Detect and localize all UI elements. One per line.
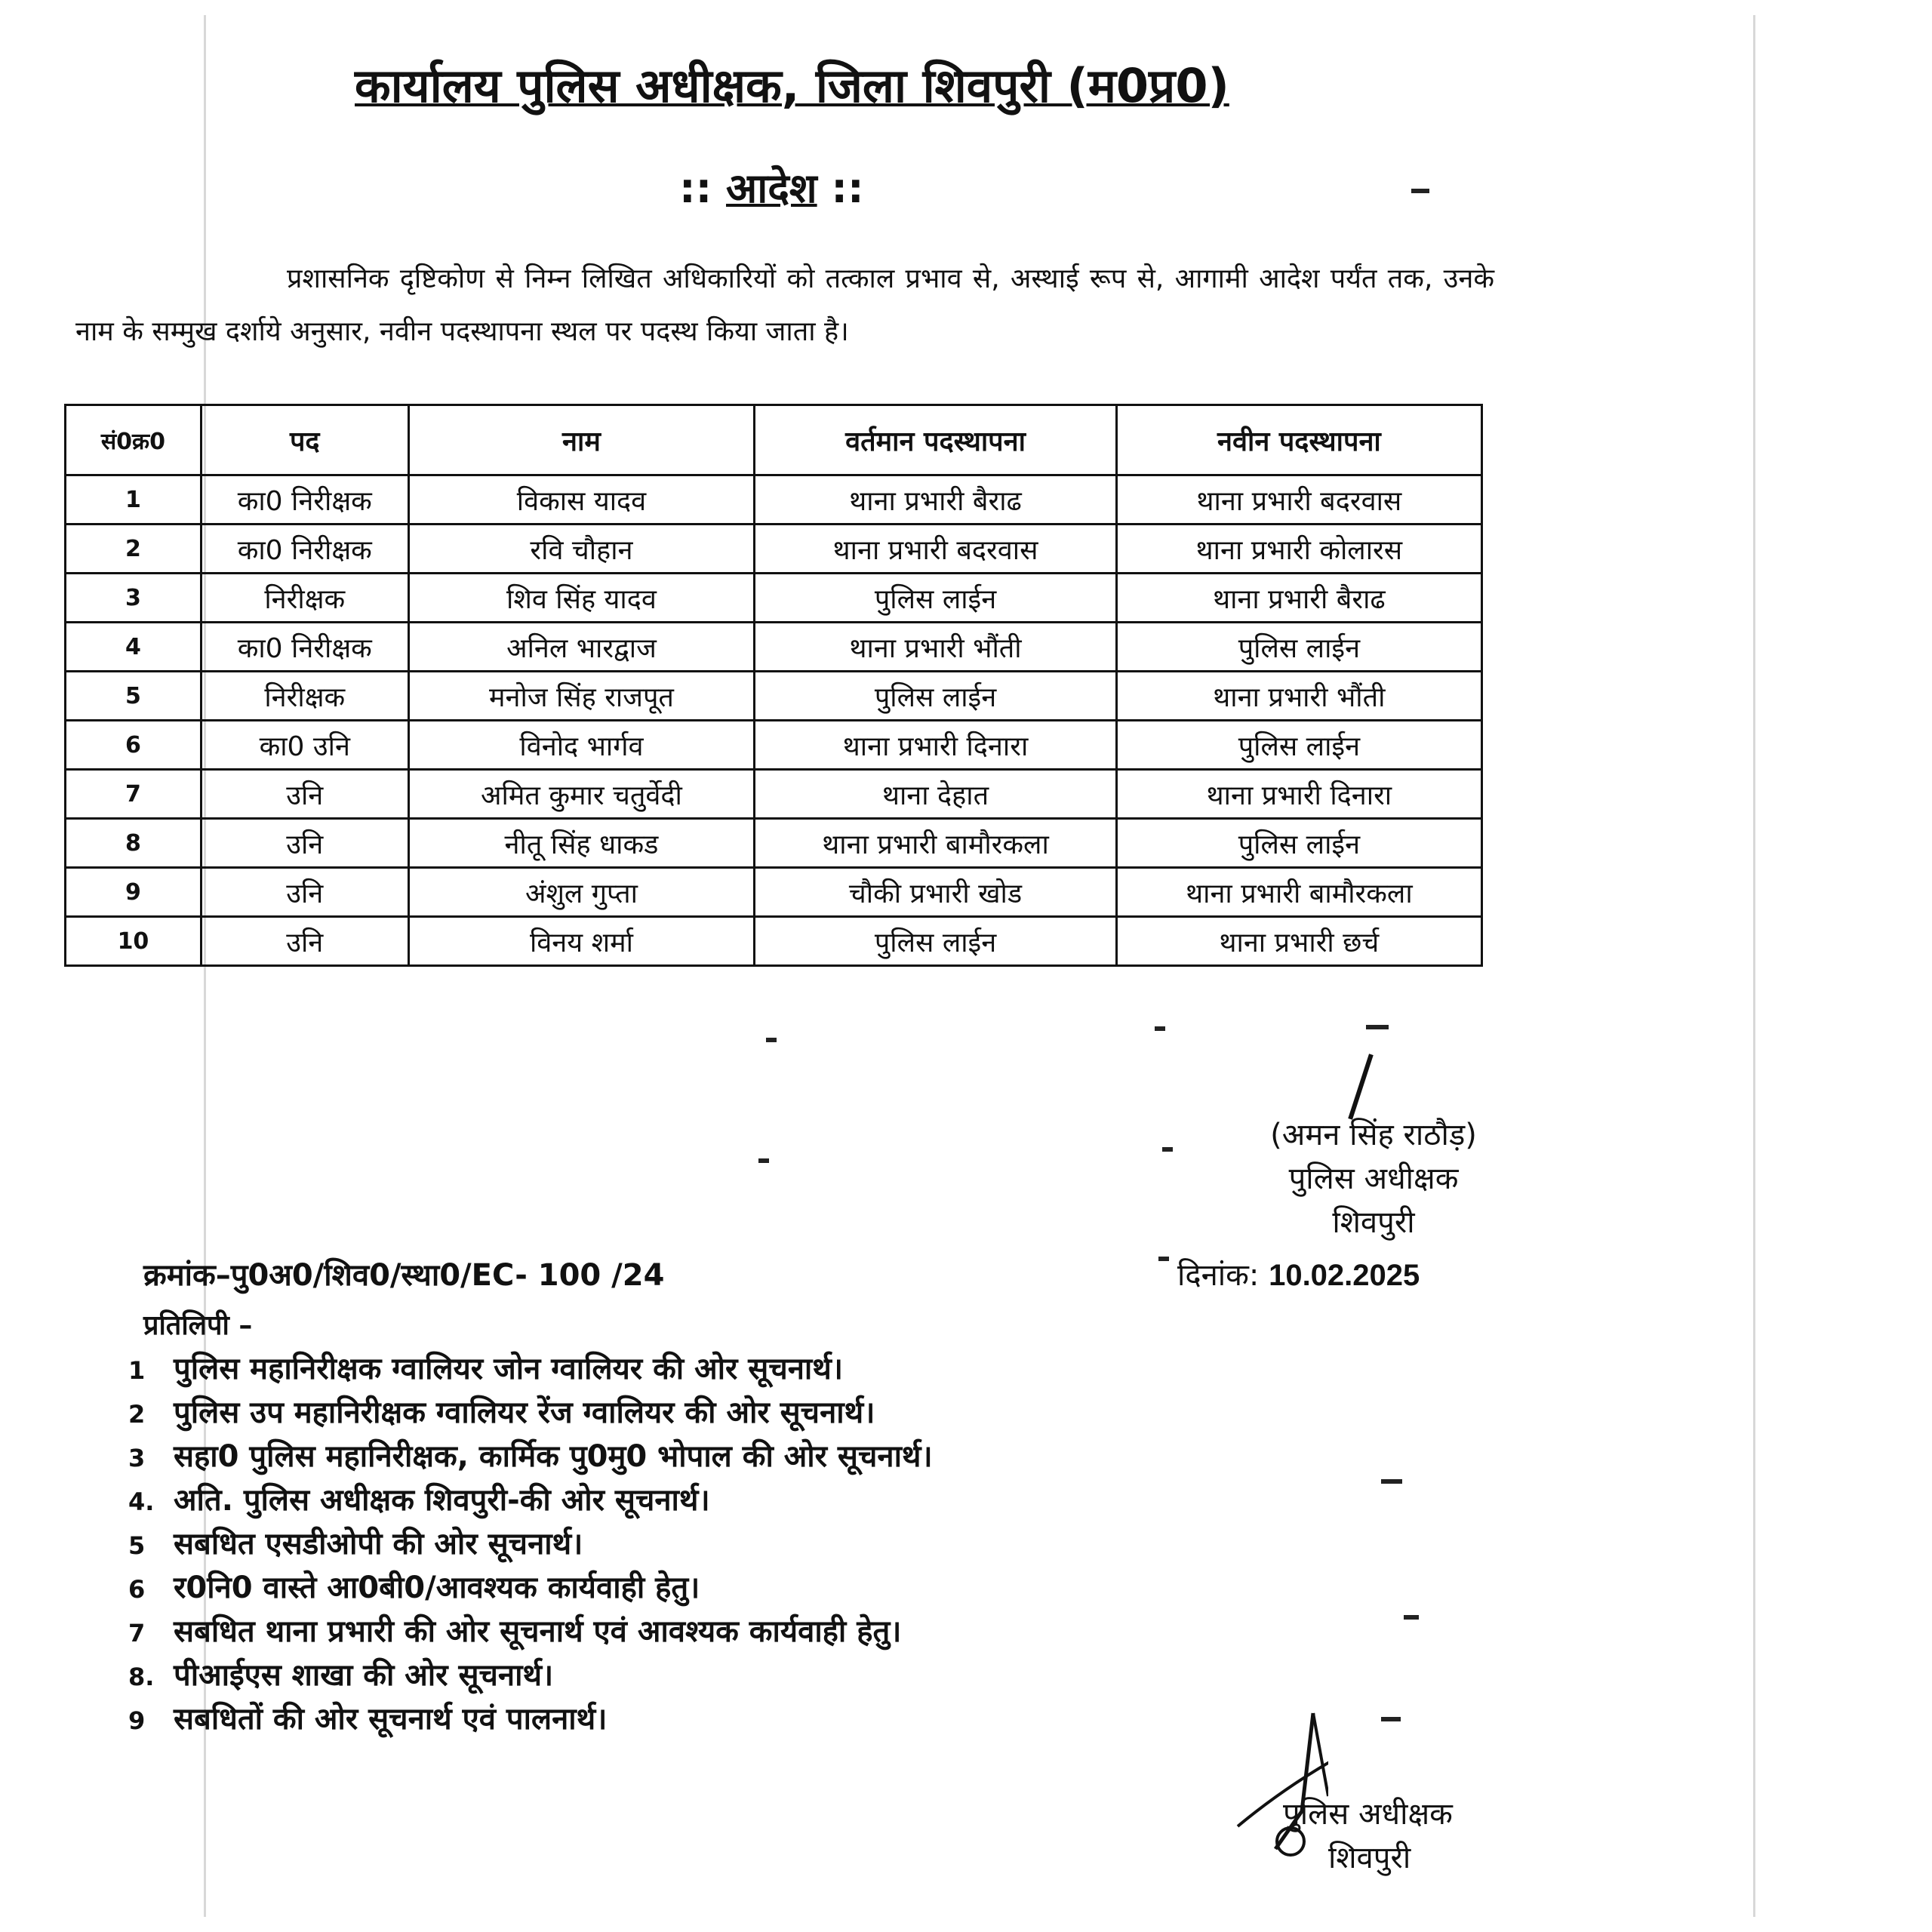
table-row (66, 868, 1482, 917)
cell-new-posting: पुलिस लाईन (1116, 623, 1481, 672)
reference-number: क्रमांक–पु0अ0/शिव0/स्था0/EC- 100 /24 (143, 1258, 665, 1293)
order-heading-decor-right: :: (831, 165, 864, 212)
cell-new-posting: थाना प्रभारी छर्च (1116, 917, 1481, 966)
cell-current-posting: पुलिस लाईन (755, 574, 1116, 623)
stamp-block (1283, 1792, 1453, 1880)
office-title: कार्यालय पुलिस अधीक्षक, जिला शिवपुरी (म0प्र0) (355, 58, 1229, 113)
list-item-number: 9 (128, 1706, 146, 1735)
column-header-name: नाम (408, 405, 755, 475)
cell-name: शिव सिंह यादव (408, 574, 755, 623)
cell-post: का0 उनि (201, 721, 408, 770)
cell-new-posting: पुलिस लाईन (1116, 721, 1481, 770)
cell-post: का0 निरीक्षक (201, 525, 408, 574)
cell-post: उनि (201, 770, 408, 819)
list-item-number: 3 (128, 1444, 146, 1472)
cell-current-posting: पुलिस लाईन (755, 672, 1116, 721)
cell-serial: 6 (66, 721, 202, 770)
cell-new-posting: थाना प्रभारी बैराढ (1116, 574, 1481, 623)
table-row (66, 819, 1482, 868)
list-item (128, 1566, 933, 1610)
list-item-text: पुलिस उप महानिरीक्षक ग्वालियर रेंज ग्वालियर की ओर सूचनार्थ। (174, 1395, 875, 1430)
table-row (66, 525, 1482, 574)
list-item-number: 4. (128, 1487, 155, 1516)
table-header-row (66, 405, 1482, 475)
signatory-location: शिवपुरी (1332, 1205, 1415, 1240)
list-item (128, 1610, 933, 1654)
date-label: दिनांक: (1177, 1258, 1260, 1293)
cell-serial: 10 (66, 917, 202, 966)
table-row (66, 475, 1482, 525)
cell-new-posting: थाना प्रभारी बामौरकला (1116, 868, 1481, 917)
list-item-text: र0नि0 वास्ते आ0बी0/आवश्यक कार्यवाही हेतु। (174, 1571, 700, 1605)
list-item (128, 1697, 933, 1741)
cell-current-posting: थाना देहात (755, 770, 1116, 819)
table-row (66, 623, 1482, 672)
cell-new-posting: थाना प्रभारी दिनारा (1116, 770, 1481, 819)
cell-serial: 5 (66, 672, 202, 721)
scan-speck (1381, 1717, 1401, 1721)
scan-speck (758, 1158, 769, 1163)
list-item-number: 1 (128, 1356, 146, 1385)
cell-post: उनि (201, 917, 408, 966)
order-heading-text: आदेश (726, 165, 817, 212)
list-item-number: 2 (128, 1400, 146, 1429)
cell-new-posting: थाना प्रभारी भौंती (1116, 672, 1481, 721)
cell-current-posting: चौकी प्रभारी खोड (755, 868, 1116, 917)
list-item-text: सबधित थाना प्रभारी की ओर सूचनार्थ एवं आवश्यक कार्यवाही हेतु। (174, 1614, 902, 1649)
cell-name: विकास यादव (408, 475, 755, 525)
list-item-text: अति. पुलिस अधीक्षक शिवपुरी-की ओर सूचनार्थ। (174, 1483, 710, 1518)
scan-speck (1158, 1257, 1169, 1261)
cell-current-posting: थाना प्रभारी दिनारा (755, 721, 1116, 770)
table-row (66, 770, 1482, 819)
list-item (128, 1522, 933, 1566)
cell-post: निरीक्षक (201, 574, 408, 623)
cell-new-posting: थाना प्रभारी बदरवास (1116, 475, 1481, 525)
stamp-designation: पुलिस अधीक्षक (1283, 1797, 1453, 1832)
scan-speck (1404, 1615, 1419, 1620)
cell-current-posting: थाना प्रभारी बामौरकला (755, 819, 1116, 868)
cell-name: नीतू सिंह धाकड (408, 819, 755, 868)
cell-current-posting: थाना प्रभारी बदरवास (755, 525, 1116, 574)
scan-speck (1411, 189, 1429, 193)
scan-speck (1155, 1026, 1165, 1031)
list-item (128, 1654, 933, 1697)
column-header-serial: सं0क्र0 (66, 405, 202, 475)
cell-name: विनोद भार्गव (408, 721, 755, 770)
cell-current-posting: थाना प्रभारी बैराढ (755, 475, 1116, 525)
column-header-current-posting: वर्तमान पदस्थापना (755, 405, 1116, 475)
table-row (66, 672, 1482, 721)
cell-serial: 3 (66, 574, 202, 623)
cell-current-posting: पुलिस लाईन (755, 917, 1116, 966)
order-heading (679, 158, 864, 214)
copy-to-heading: प्रतिलिपी – (143, 1310, 253, 1341)
cell-post: का0 निरीक्षक (201, 623, 408, 672)
signatory-designation: पुलिस अधीक्षक (1288, 1161, 1459, 1196)
date-value: 10.02.2025 (1269, 1259, 1420, 1292)
scan-speck (766, 1038, 777, 1042)
table-row (66, 574, 1482, 623)
order-date (1177, 1253, 1420, 1294)
cell-serial: 9 (66, 868, 202, 917)
list-item-text: सहा0 पुलिस महानिरीक्षक, कार्मिक पु0मु0 भोपाल की ओर सूचनार्थ। (174, 1439, 933, 1474)
scan-speck (1162, 1147, 1173, 1152)
signatory-name: (अमन सिंह राठौड़) (1270, 1118, 1477, 1152)
cell-current-posting: थाना प्रभारी भौंती (755, 623, 1116, 672)
list-item-text: सबधितों की ओर सूचनार्थ एवं पालनार्थ। (174, 1702, 608, 1737)
list-item-number: 6 (128, 1575, 146, 1604)
list-item (128, 1347, 933, 1391)
list-item (128, 1391, 933, 1435)
cell-serial: 7 (66, 770, 202, 819)
cell-serial: 4 (66, 623, 202, 672)
cell-serial: 2 (66, 525, 202, 574)
column-header-post: पद (201, 405, 408, 475)
stamp-location: शिवपुरी (1328, 1841, 1411, 1875)
transfer-table (64, 404, 1483, 967)
list-item (128, 1478, 933, 1522)
scan-speck (1366, 1025, 1389, 1029)
list-item (128, 1435, 933, 1478)
list-item-text: सबधित एसडीओपी की ओर सूचनार्थ। (174, 1527, 583, 1561)
cell-new-posting: पुलिस लाईन (1116, 819, 1481, 868)
list-item-number: 7 (128, 1619, 146, 1647)
cell-post: उनि (201, 868, 408, 917)
cell-new-posting: थाना प्रभारी कोलारस (1116, 525, 1481, 574)
order-heading-decor-left: :: (679, 165, 712, 212)
copy-to-list (128, 1347, 933, 1741)
table-row (66, 917, 1482, 966)
cell-name: अमित कुमार चतुर्वेदी (408, 770, 755, 819)
cell-name: विनय शर्मा (408, 917, 755, 966)
cell-post: उनि (201, 819, 408, 868)
list-item-text: पीआईएस शाखा की ओर सूचनार्थ। (174, 1658, 554, 1693)
cell-serial: 8 (66, 819, 202, 868)
scan-speck (1381, 1479, 1402, 1484)
cell-post: का0 निरीक्षक (201, 475, 408, 525)
list-item-number: 5 (128, 1531, 146, 1560)
cell-name: अनिल भारद्वाज (408, 623, 755, 672)
cell-serial: 1 (66, 475, 202, 525)
cell-name: अंशुल गुप्ता (408, 868, 755, 917)
column-header-new-posting: नवीन पदस्थापना (1116, 405, 1481, 475)
list-item-number: 8. (128, 1663, 155, 1691)
cell-name: मनोज सिंह राजपूत (408, 672, 755, 721)
cell-name: रवि चौहान (408, 525, 755, 574)
cell-post: निरीक्षक (201, 672, 408, 721)
signature-block (1223, 1113, 1524, 1244)
table-row (66, 721, 1482, 770)
list-item-text: पुलिस महानिरीक्षक ग्वालियर जोन ग्वालियर की ओर सूचनार्थ। (174, 1352, 843, 1386)
intro-paragraph: प्रशासनिक दृष्टिकोण से निम्न लिखित अधिकारियों को तत्काल प्रभाव से, अस्थाई रूप से, आगामी आदेश पर्यंत तक, उनके नाम के सम्मुख दर्शाये अनुसार, नवीन पदस्थापना स्थल पर पदस्थ किया जाता है। (75, 263, 1494, 347)
